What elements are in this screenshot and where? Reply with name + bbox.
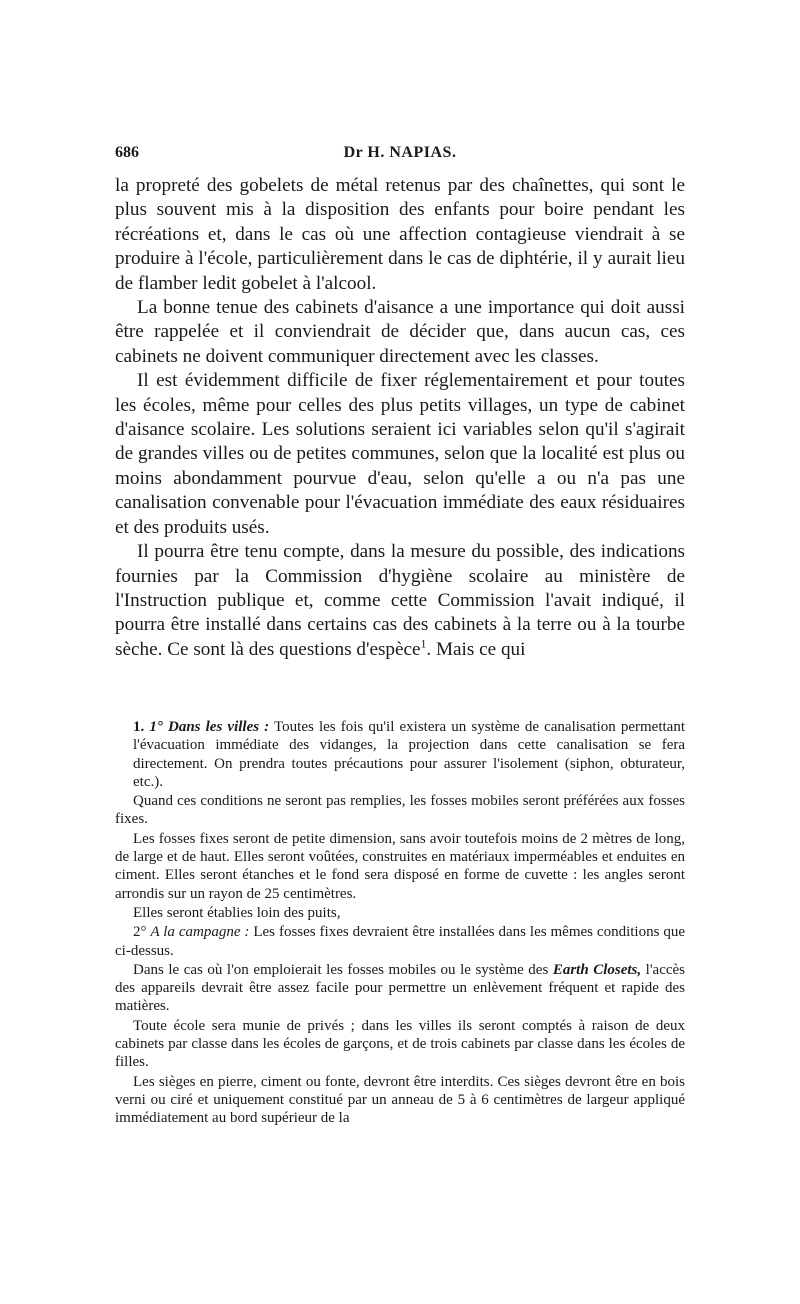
footnote-number: 1. (133, 719, 145, 735)
footnote-item-number: 2° (133, 924, 147, 941)
footnote-paragraph (115, 718, 685, 791)
footnote-text: Toutes les fois qu'il existera un système de canalisation permettant l'évacuation immédiate des vidanges, la projection dans cette canalisation se fera directement. On prendra toutes précautions pour assurer l'isolement (siphon, obturateur, etc.). (133, 719, 686, 790)
footnote-text: l'accès des appareils devrait être assez facile pour permettre un enlèvement fréquent et rapide des matières. (115, 961, 686, 1015)
paragraph: la propreté des gobelets de métal retenus par des chaînettes, qui sont le plus souvent mis à la disposition des enfants pour boire pendant les récréations et, dans le cas où une affection contagieuse viendrait à se produire à l'école, particulièrement dans le cas de diphtérie, il y aurait lieu de flamber ledit gobelet à l'alcool. (115, 175, 685, 294)
footnotes (115, 718, 685, 1129)
main-text (115, 174, 685, 662)
paragraph: La bonne tenue des cabinets d'aisance a une importance qui doit aussi être rappelée et il conviendrait de décider que, dans aucun cas, ces cabinets ne doivent communiquer directement avec les classes. (115, 297, 685, 367)
paragraph-text-end: . Mais ce qui (426, 638, 526, 660)
footnote-paragraph: Toute école sera munie de privés ; dans les villes ils seront comptés à raison de deux cabinets par classe dans les écoles de garçons, et de trois cabinets par classe dans les écoles de filles. (115, 1017, 685, 1071)
paragraph (115, 540, 685, 662)
footnote-term: Earth Closets, (552, 961, 642, 978)
page-number: 686 (115, 144, 139, 161)
footnote-marker: 1 (420, 638, 427, 651)
footnote-text: Les fosses fixes devraient être installées dans les mêmes conditions que ci-dessus. (115, 924, 686, 959)
footnote-paragraph (115, 961, 685, 1016)
running-title: Dr H. NAPIAS. (343, 144, 457, 161)
footnote-heading: 1° Dans les villes : (149, 719, 270, 735)
footnote-paragraph: Les sièges en pierre, ciment ou fonte, devront être interdits. Ces sièges devront être en bois verni ou ciré et uniquement constitué par un anneau de 5 à 6 centimètres de largeur appliqué immédiatement au bord supérieur de la (115, 1073, 685, 1127)
paragraph-text: Il pourra être tenu compte, dans la mesure du possible, des indications fournies par la Commission d'hygiène scolaire au ministère de l'Instruction publique et, comme cette Commission l'avait indiqué, il pourra être installé dans certains cas des cabinets à la terre ou à la tourbe sèche. Ce sont là des questions d'espèce (115, 541, 685, 660)
footnote-paragraph: Les fosses fixes seront de petite dimension, sans avoir toutefois moins de 2 mètres de long, de large et de haut. Elles seront voûtées, construites en matériaux imperméables et enduites en ciment. Elles seront étanches et le fond sera disposé en forme de cuvette : les angles seront arrondis sur un rayon de 25 centimètres. (115, 830, 685, 902)
paragraph: Il est évidemment difficile de fixer réglementairement et pour toutes les écoles, même pour celles des plus petits villages, un type de cabinet d'aisance scolaire. Les solutions seraient ici variables selon qu'il s'agirait de grandes villes ou de petites communes, selon que la localité est plus ou moins abondamment pourvue d'eau, selon qu'elle a ou n'a pas une canalisation convenable pour l'évacuation immédiate des eaux résiduaires et des produits usés. (115, 370, 685, 538)
running-header (115, 144, 685, 170)
footnote-paragraph: Elles seront établies loin des puits, (133, 904, 341, 921)
footnote-heading: A la campagne : (150, 924, 250, 941)
footnote-paragraph: Quand ces conditions ne seront pas remplies, les fosses mobiles seront préférées aux fosses fixes. (115, 793, 685, 828)
footnote-text: Dans le cas où l'on emploierait les fosses mobiles ou le système des (133, 961, 549, 978)
footnote-paragraph (115, 923, 685, 960)
